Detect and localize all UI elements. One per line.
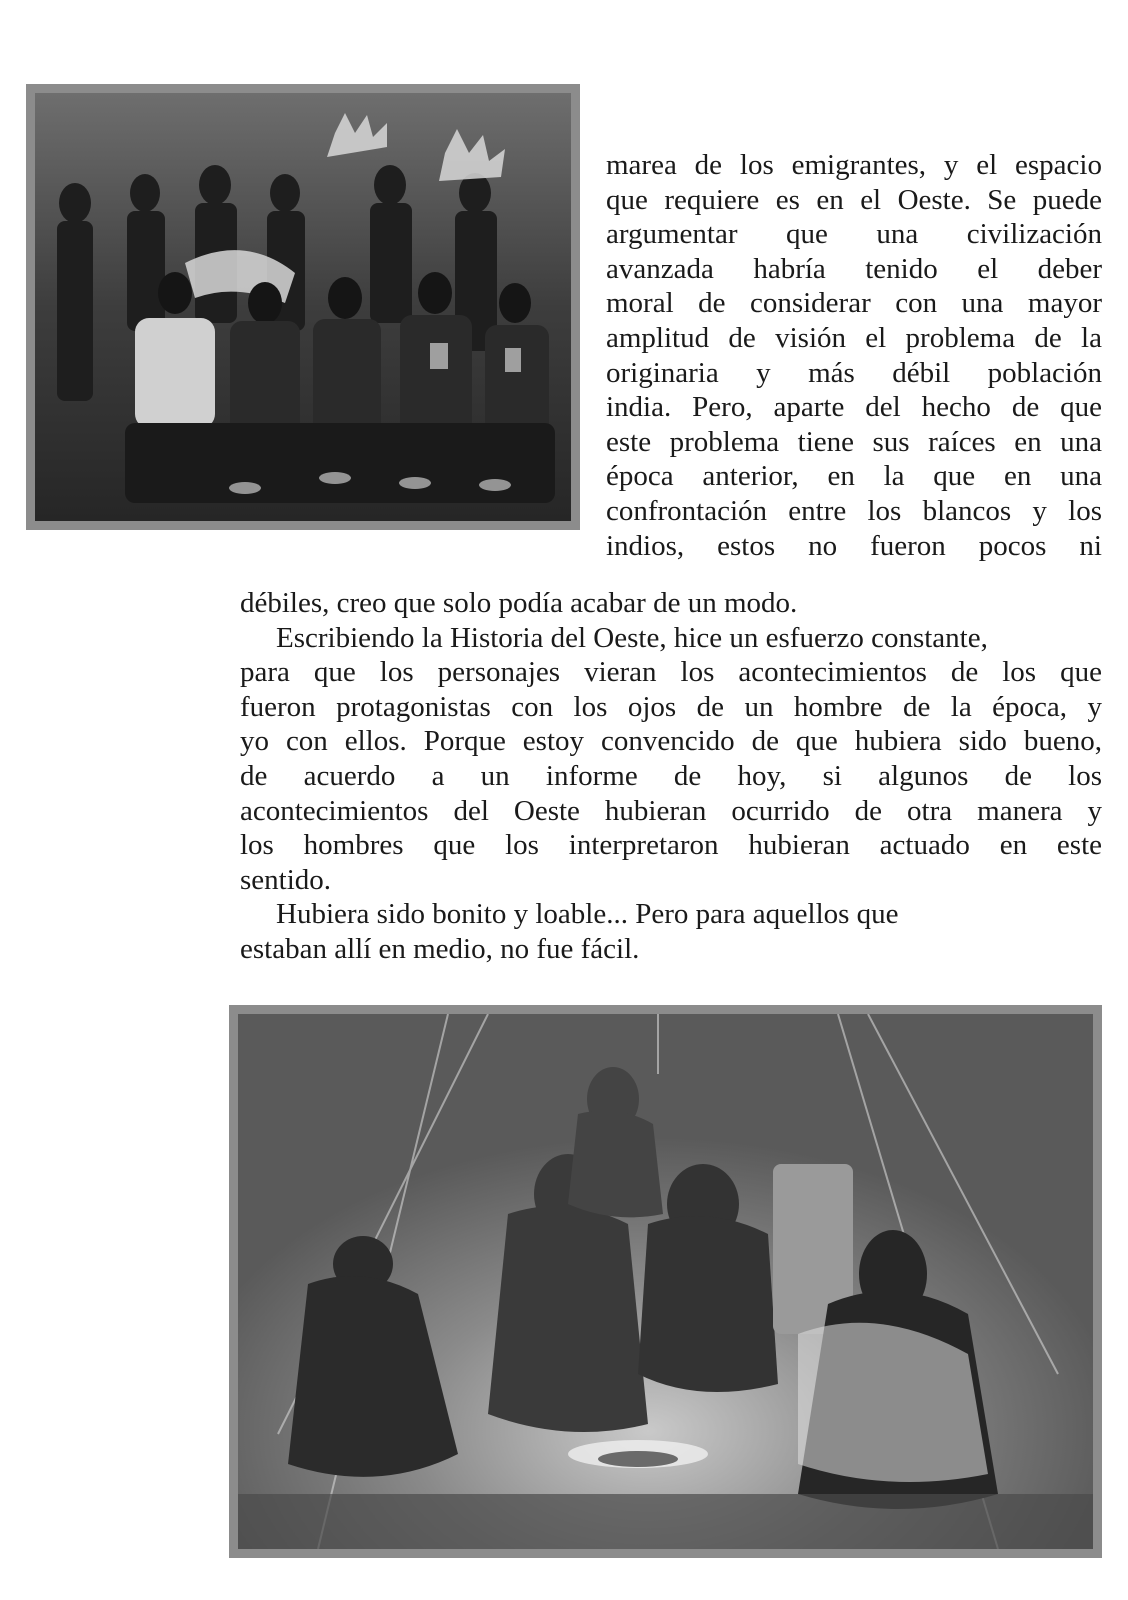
text-line: argumentar que una civilización — [606, 218, 1102, 251]
text-line: fueron protagonistas con los ojos de un hombre de la época, y — [240, 690, 1102, 723]
text-line: avanzada habría tenido el deber — [606, 252, 1102, 285]
text-line: india. Pero, aparte del hecho de que — [606, 391, 1102, 424]
paragraph-start-line: Hubiera sido bonito y loable... Pero para aquellos que — [276, 898, 899, 931]
text-line: yo con ellos. Porque estoy convencido de que hubiera sido bueno, — [240, 725, 1102, 758]
text-line: acontecimientos del Oeste hubieran ocurrido de otra manera y — [240, 794, 1102, 827]
text-line: indios, estos no fueron pocos ni — [606, 529, 1102, 562]
paragraph-start-line: Escribiendo la Historia del Oeste, hice un esfuerzo constante, — [276, 621, 988, 654]
right-column-text — [606, 148, 1102, 563]
text-line: sentido. — [240, 863, 332, 896]
text-line: amplitud de visión el problema de la — [606, 321, 1102, 354]
chiefs-portrait-image — [35, 93, 571, 521]
text-line: confrontación entre los blancos y los — [606, 494, 1102, 527]
text-line: moral de considerar con una mayor — [606, 287, 1102, 320]
text-line: que requiere es en el Oeste. Se puede — [606, 183, 1102, 216]
text-line: originaria y más débil población — [606, 356, 1102, 389]
campfire-painting-image — [238, 1014, 1093, 1549]
text-line: estaban allí en medio, no fue fácil. — [240, 932, 640, 965]
text-line: marea de los emigrantes, y el espacio — [606, 149, 1102, 181]
text-line: los hombres que los interpretaron hubieran actuado en este — [240, 829, 1102, 862]
text-line: este problema tiene sus raíces en una — [606, 425, 1102, 458]
text-line: débiles, creo que solo podía acabar de un modo. — [240, 587, 798, 619]
photo-campfire-painting — [229, 1005, 1102, 1558]
full-width-text — [240, 586, 1102, 967]
text-line: para que los personajes vieran los acontecimientos de los que — [240, 656, 1102, 689]
text-line: de acuerdo a un informe de hoy, si algunos de los — [240, 759, 1102, 792]
text-line: época anterior, en la que en una — [606, 460, 1102, 493]
photo-chiefs-portrait — [26, 84, 580, 530]
